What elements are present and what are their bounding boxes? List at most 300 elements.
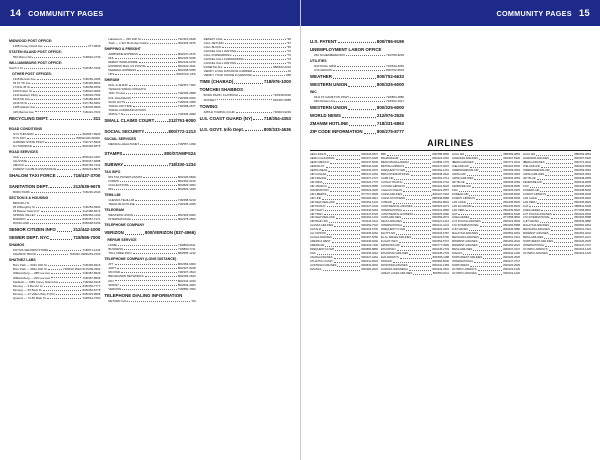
listing-name: PHYSIS SEFORIM STORE <box>13 248 49 253</box>
listing-entry <box>104 299 195 303</box>
listing-entry <box>9 144 100 148</box>
listing-name: GARDEN STATE PKWY <box>13 139 45 144</box>
spacer <box>104 124 195 127</box>
phone-number: 800/445-2733 <box>432 248 449 252</box>
phone-number: 866/435-9526 <box>503 200 520 204</box>
phone-number: 845/357-7171 <box>82 217 101 222</box>
listing-name: SENIOR CITIZEN INFO <box>9 227 56 233</box>
listing-name: 1730 E 45 St <box>13 85 30 90</box>
listing-name: 55 67 7th Ave <box>13 81 31 86</box>
phone-number: 718/354-4353 <box>263 115 291 121</box>
directory-column-5 <box>434 37 528 135</box>
section-heading: TEHILLIM <box>104 192 121 197</box>
listing-name: LAN PERU <box>452 208 466 212</box>
listing-name: U.S. COAST GUARD (NY) <box>199 115 253 121</box>
phone-number: 732/415-0628 <box>177 37 196 41</box>
phone-number: 800/359-3594 <box>574 169 591 173</box>
listing-name: OLYMPIC AIRWAYS <box>523 248 548 252</box>
listing-entry <box>9 221 100 225</box>
listing-name: U.S. GOVT. Info Dept. <box>199 126 245 132</box>
airlines-column-1 <box>310 153 378 276</box>
listing-name: AIR FRANCE <box>310 176 327 180</box>
phone-number: *60 <box>286 45 291 50</box>
listing-name: LINEA AEREA <box>523 208 541 212</box>
dot-leader <box>237 61 285 64</box>
listing-name: ANA <box>310 252 316 256</box>
listing-name: WESTERN UNION <box>310 82 348 88</box>
dot-leader <box>466 209 502 212</box>
dot-leader <box>550 224 573 227</box>
dot-leader <box>545 244 573 247</box>
phone-number: 800/223-5500 <box>574 165 591 169</box>
listing-name: RECYCLING DEPT. <box>9 115 49 121</box>
dot-leader <box>35 132 82 135</box>
listing-name: LAN PERU <box>523 200 537 204</box>
dot-leader <box>135 198 177 201</box>
listing-name: BORO PARK / FLATBUSH <box>203 93 238 98</box>
listing-name: MESA AIRLINES <box>523 236 544 240</box>
airlines-title: AIRLINES <box>427 138 474 149</box>
listing-name: KENMORE AIR <box>452 184 471 188</box>
dot-leader <box>549 252 574 255</box>
listing-name: ALASKA AIRLINES <box>310 224 334 228</box>
listing-name: STAMPS <box>104 150 123 156</box>
phone-number: 212/808-4770 <box>432 161 449 165</box>
phone-number: 845/323-9568 <box>82 291 101 296</box>
dot-leader <box>143 175 176 178</box>
dot-leader <box>114 187 177 190</box>
phone-number: 800/284-2622 <box>361 267 378 271</box>
dot-leader <box>402 216 431 219</box>
phone-number: 877/458-9802 <box>574 208 591 212</box>
phone-number: 718/337-4624 <box>177 270 196 275</box>
dot-leader <box>529 205 573 208</box>
phone-number: 800/438-5000 <box>503 192 520 196</box>
listing-name: 1060 Fulton St <box>13 89 32 94</box>
phone-number: 800/525-3663 <box>503 176 520 180</box>
phone-number: 718/438-5036 <box>273 93 291 98</box>
listing-name: AIR LINK <box>310 196 322 200</box>
phone-number: 800/325-6000 <box>177 213 196 218</box>
spacer <box>104 146 195 149</box>
phone-number: 800/645-3880 <box>503 228 520 232</box>
phone-number: 800/247-9297 <box>432 165 449 169</box>
listing-name: MONSEY <box>203 97 217 102</box>
listing-name: TOWING <box>199 103 218 109</box>
listing-heading <box>310 46 404 53</box>
phone-number: 800/642-4100 <box>503 252 520 256</box>
phone-number: 800/538-2583 <box>574 176 591 180</box>
dot-leader <box>20 155 82 158</box>
dot-leader <box>124 161 167 166</box>
dot-leader <box>24 66 82 69</box>
dot-leader <box>470 264 502 267</box>
phone-number: 800/367-5320 <box>574 157 591 161</box>
listing-heading <box>104 150 195 157</box>
phone-number: 800/525-0280 <box>432 212 449 216</box>
dot-leader <box>478 272 503 275</box>
listing-entry <box>9 296 100 300</box>
listing-name: GARUDA INDONESIA <box>381 267 408 271</box>
listing-name: SMALL CLAIMS COURT <box>104 117 155 123</box>
dot-leader <box>33 144 82 147</box>
dot-leader <box>387 153 432 156</box>
phone-number: 800/238-5355 <box>177 68 196 73</box>
dot-leader <box>57 167 81 170</box>
dot-leader <box>337 264 360 267</box>
listing-name: ZMANIM HOTLINE <box>310 121 349 127</box>
listing-name: Monsey — 9 Bet Zvi Ln <box>13 283 44 288</box>
phone-number: 718/622-0083 <box>82 89 101 94</box>
listing-name: SHALOM TAXI FORCE <box>9 172 56 178</box>
listing-name: EVA AIRWAYS <box>381 256 399 260</box>
listing-name: TORAH COMMUNICATIONS <box>108 107 146 112</box>
dot-leader <box>33 89 82 92</box>
phone-number: 800/323-2323 <box>432 228 449 232</box>
listing-name: TORAH ANYTIME <box>108 103 132 108</box>
dot-leader <box>124 112 176 115</box>
listing-entry <box>104 251 195 255</box>
airlines-column-2 <box>381 153 449 276</box>
phone-number: 718/298-2577 <box>177 103 196 108</box>
dot-leader <box>133 251 177 254</box>
listing-name: Monsey — 55 Bock Dr <box>13 287 42 292</box>
phone-number: 800/225-2525 <box>574 240 591 244</box>
phone-number: 800/554-5111 <box>432 271 449 275</box>
dot-leader <box>28 159 81 162</box>
listing-name: LOT POLISH AIRLINES <box>452 220 481 224</box>
phone-number: 718/421-7623 <box>82 109 101 114</box>
phone-number: 800/347-6688 <box>82 158 101 163</box>
phone-number: 800/424-2557 <box>432 188 449 192</box>
listing-name: 6225 6th Ave <box>13 97 30 102</box>
listing-heading <box>9 115 100 122</box>
phone-number: 718/625-9909 <box>82 105 101 110</box>
dot-leader <box>115 56 177 59</box>
listing-name: INTERNATIONAL <box>108 217 132 222</box>
dot-leader <box>483 256 502 259</box>
phone-number: 800/225-5345 <box>177 56 196 61</box>
listing-name: EMIRATES AIR <box>381 244 400 248</box>
dot-leader <box>411 173 432 176</box>
dot-leader <box>325 209 361 212</box>
listing-name: RAMAPO <box>13 217 26 222</box>
dot-leader <box>549 248 574 251</box>
phone-number: 800/231-8074 <box>82 166 101 171</box>
dot-leader <box>394 177 431 180</box>
dot-leader <box>142 37 177 40</box>
listing-name: AIR NEW ZEALAND <box>310 216 335 220</box>
phone-number: 888/462-2222 <box>273 65 291 70</box>
phone-number: 718/258-6559 <box>82 85 101 90</box>
phone-number: 800/223-5500 <box>503 165 520 169</box>
phone-number: 800/695-1188 <box>432 256 449 260</box>
listing-name: NORTHWEST AIRLINES <box>452 256 483 260</box>
listing-name: EXPRESS MAIL US POSTAL <box>108 64 147 69</box>
dot-leader <box>120 179 177 182</box>
dot-leader <box>546 161 574 164</box>
dot-leader <box>236 110 273 113</box>
phone-number: 800/359-2672 <box>432 216 449 220</box>
phone-number: 718/854-2880 <box>386 95 404 100</box>
listing-entry <box>9 110 100 114</box>
phone-number: 800/359-3594 <box>503 169 520 173</box>
dot-leader <box>123 150 163 155</box>
phone-number: 718/331-6863 <box>376 121 404 127</box>
phone-number: 00 <box>287 69 291 74</box>
dot-leader <box>239 93 272 96</box>
dot-leader <box>337 64 385 67</box>
listing-name: KOREAN AIR <box>452 192 469 196</box>
listing-name: AIRBORNE EXPRESS <box>108 52 138 57</box>
spacer <box>9 179 100 182</box>
phone-number: 718/976-1000 <box>263 79 291 85</box>
directory-column-4 <box>310 37 404 135</box>
listing-name: VERIFY YOUR PHONE # (VERIZON) <box>203 73 253 78</box>
phone-number: 800/275-8777 <box>376 129 404 135</box>
listing-heading <box>310 120 404 127</box>
dot-leader <box>31 190 82 193</box>
listing-name: U.S. PATENT <box>310 39 337 44</box>
listing-name: GULF AIR <box>523 153 536 157</box>
dot-leader <box>333 236 361 239</box>
phone-number: 800/262-1234 <box>361 200 378 204</box>
phone-number: 800/786-9199 <box>376 39 404 44</box>
listing-name: AIR PACIFIC <box>310 204 326 208</box>
dot-leader <box>140 142 177 145</box>
dot-leader <box>327 173 360 176</box>
listing-name: BROADVIEW NETWORKS <box>108 274 144 279</box>
phone-number: 347/782-5952 <box>82 101 101 106</box>
dot-leader <box>330 161 360 164</box>
phone-number: 718/236-2040 <box>82 189 101 194</box>
listing-name: NYS THRUWAY <box>13 131 34 136</box>
listing-name: INTERNATIONAL <box>523 244 545 248</box>
listing-name: 1285 Atlantic Ave <box>13 105 36 110</box>
phone-number: 800/325-6000 <box>376 82 404 88</box>
phone-number: 800/237-6225 <box>361 157 378 161</box>
page-title: COMMUNITY PAGES <box>496 8 572 18</box>
dot-leader <box>234 78 263 83</box>
listing-name: HAWAIIAN AIRLINES <box>452 157 478 161</box>
listing-name: AER LINGUS <box>310 153 327 157</box>
phone-number: 800/433-7300 <box>361 244 378 248</box>
dot-leader <box>39 93 82 96</box>
dot-leader <box>50 234 72 239</box>
listing-name: Williamsburg — 288 Lee Ave <box>13 271 51 276</box>
listing-name: MEDICAL-HEALTHNET <box>108 141 140 146</box>
dot-leader <box>479 169 502 172</box>
phone-number: 800/225-2525 <box>503 256 520 260</box>
dot-leader <box>27 217 82 220</box>
listing-heading <box>310 104 404 111</box>
listing-name: KENMORE AIR <box>523 180 542 184</box>
listing-heading <box>9 172 100 179</box>
dot-leader <box>129 83 177 86</box>
left-page-header <box>0 0 300 26</box>
directory-column-2 <box>104 37 195 303</box>
phone-number: 212/480-6672 <box>82 209 101 214</box>
section-heading: SHIRUIM <box>104 78 120 83</box>
dot-leader <box>49 248 81 251</box>
dot-leader <box>126 91 177 94</box>
dot-leader <box>330 189 361 192</box>
listing-name: JET BLUE <box>452 180 465 184</box>
phone-number: 800/452-2022 <box>503 244 520 248</box>
dot-leader <box>540 220 573 223</box>
phone-number: 800/782-7442 <box>82 162 101 167</box>
dot-leader <box>466 181 503 184</box>
listing-name: NJ TURNPIKE <box>13 143 32 148</box>
dot-leader <box>43 288 82 291</box>
listing-name: 65 Willoughby St <box>13 205 35 210</box>
listing-name: LAN ECUADOR <box>452 204 472 208</box>
listing-name: IRS TAX PAYERS ASSIST <box>108 174 143 179</box>
dot-leader <box>414 213 431 216</box>
listing-entry <box>200 110 291 114</box>
phone-number: 718/557-1399 <box>177 141 196 146</box>
dot-leader <box>327 193 360 196</box>
dot-leader <box>538 197 574 200</box>
listing-name: 5411 FT HAMILTON PKWY <box>314 95 350 100</box>
phone-number: 800/222-4357 <box>82 154 101 159</box>
dot-leader <box>124 247 177 250</box>
dot-leader <box>37 77 82 80</box>
listing-name: MCI PAD <box>108 270 121 275</box>
dot-leader <box>233 53 286 56</box>
phone-number: 718/387-8529 <box>82 271 101 276</box>
listing-name: LIAT <box>523 204 529 208</box>
listing-name: TEHILLIM HOTLINE <box>108 202 135 207</box>
dot-leader <box>475 161 503 164</box>
listing-name: 1288 Coney Island Ave <box>13 44 43 48</box>
listing-name: REPEAT CALL <box>203 37 223 41</box>
listing-name: FREQUENT FLYER <box>381 228 405 232</box>
listing-name: IRS <box>108 186 114 191</box>
phone-number: 800/752-6633 <box>376 74 404 80</box>
dot-leader <box>479 232 502 235</box>
right-page-header <box>301 0 600 26</box>
phone-number: 800/247-2676 <box>177 52 196 57</box>
dot-leader <box>139 60 177 63</box>
dot-leader <box>27 136 76 139</box>
dot-leader <box>333 73 376 78</box>
dot-leader <box>476 197 502 200</box>
dot-leader <box>350 95 385 98</box>
listing-name: EGYPT AIR <box>381 232 396 236</box>
directory-column-1 <box>9 37 100 303</box>
listing-heading <box>200 115 291 122</box>
phone-number: 718/890-6611 <box>178 243 196 248</box>
listing-name: MIDWEST AIRLINES <box>452 240 478 244</box>
dot-leader <box>410 161 432 164</box>
phone-number: 800/223-1226 <box>574 252 591 256</box>
listing-name: LIAT <box>452 212 458 216</box>
dot-leader <box>325 244 360 247</box>
listing-name: AIR NEW ZEALAND <box>310 200 335 204</box>
dot-leader <box>409 264 432 267</box>
dot-leader <box>134 213 177 216</box>
dot-leader <box>147 64 177 67</box>
phone-number: 718/252-3383/253-3700 <box>69 252 101 257</box>
dot-leader <box>253 73 285 76</box>
dot-leader <box>348 104 376 109</box>
listing-name: ALLSTATE <box>13 158 28 163</box>
phone-number: 888/338-8988 <box>432 196 449 200</box>
dot-leader <box>48 263 82 266</box>
listing-heading <box>9 234 100 241</box>
listing-name: 25 Beaver Street NY <box>13 209 40 214</box>
listing-name: AUSTRIAN AIRLINES <box>310 263 337 267</box>
phone-number: 718/595-7000 <box>73 235 101 241</box>
listing-name: ATT <box>108 262 114 267</box>
listing-heading <box>200 86 291 93</box>
dot-leader <box>469 228 502 231</box>
phone-number: 800/227-5118 <box>432 192 449 196</box>
listing-name: ICELAND AIR <box>523 165 540 169</box>
listing-name: NAVAJO <box>452 252 463 256</box>
dot-leader <box>322 197 360 200</box>
listing-name: CANCEL CALL WAITING <box>203 49 237 54</box>
phone-number: 800/772-1213 <box>168 128 196 134</box>
listing-entry <box>310 268 378 272</box>
dot-leader <box>323 181 360 184</box>
dot-leader <box>334 260 361 263</box>
dot-leader <box>472 205 502 208</box>
listing-name: SEWER DEPT. NYC <box>9 235 50 241</box>
phone-number: 800/223-5730 <box>361 228 378 232</box>
phone-number: 718/544-7200 <box>82 295 101 300</box>
dot-leader <box>336 201 361 204</box>
listing-name: DIAL-A-SHIUR <box>108 83 128 88</box>
phone-number: 800/227-4446 <box>361 204 378 208</box>
dot-leader <box>145 274 177 277</box>
airlines-column-4 <box>523 153 591 276</box>
phone-number: 800/237-2747 <box>361 176 378 180</box>
listing-name: TELEPHONE DIALING INFORMATION <box>104 292 183 298</box>
listing-name: ALOHA AIRLINES <box>310 236 332 240</box>
phone-number: 800/222-4262 <box>432 157 449 161</box>
listing-name: INFORMATION <box>310 188 329 192</box>
listing-name: FREQUENT FLYER <box>381 169 405 173</box>
phone-number: 732/727-5929 <box>82 139 101 144</box>
dot-leader <box>45 140 81 143</box>
dot-leader <box>37 252 68 255</box>
dot-leader <box>126 100 177 103</box>
listing-name: South 4 St <box>9 66 23 71</box>
dot-leader <box>47 296 82 299</box>
phone-number: 800/829-3903 <box>177 182 196 187</box>
phone-number: 718/633-2095 <box>177 99 196 104</box>
dot-leader <box>414 205 432 208</box>
listing-name: BWIA INTERNATIONAL <box>381 173 410 176</box>
listing-name: MALAYSIA AIRLINES <box>523 224 549 228</box>
listing-name: INTERNATIONAL <box>381 208 403 212</box>
listing-name: AEROLINEAS <box>310 169 328 173</box>
listing-name: ICELAND AIR <box>452 165 469 169</box>
dot-leader <box>322 228 360 231</box>
listing-entry <box>104 112 195 116</box>
phone-number: 800/552-9264 <box>503 232 520 236</box>
listing-name: LAN CHILE <box>452 200 466 204</box>
dot-leader <box>253 69 287 72</box>
phone-number: 718/302-1917 <box>386 99 404 104</box>
listing-name: ALITALIA <box>310 228 322 232</box>
phone-number: 800/447-4747 <box>574 244 591 248</box>
listing-name: COPA AIRLINES <box>381 216 402 220</box>
dot-leader <box>400 256 432 259</box>
listing-name: CANCEL CALL FORWARDING <box>203 57 244 62</box>
